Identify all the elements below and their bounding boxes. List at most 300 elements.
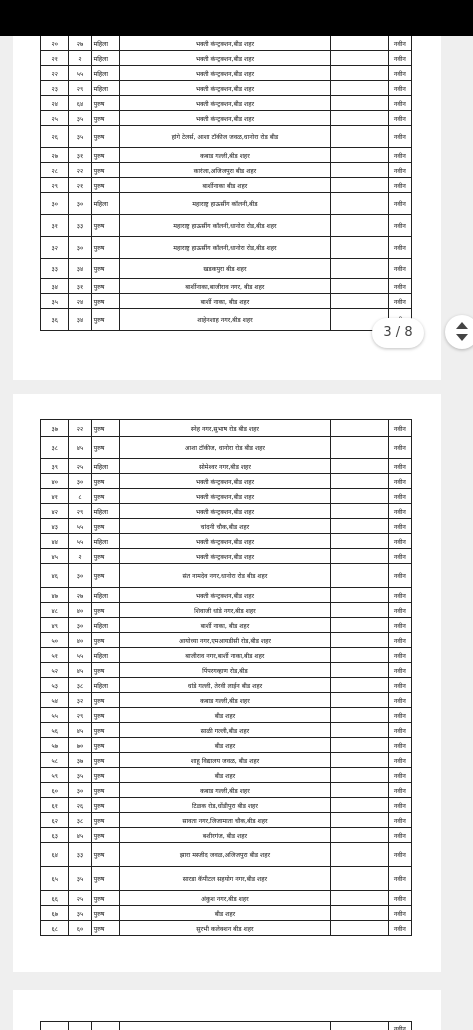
age-cell: ४० <box>69 633 91 648</box>
table-row <box>41 1022 412 1030</box>
age-cell: ३० <box>69 618 91 633</box>
gender-cell: पुरुष <box>91 663 119 678</box>
age-cell: ४० <box>69 603 91 618</box>
address-cell: साळी गल्ली,बीड शहर <box>120 723 331 738</box>
gender-cell: पुरुष <box>91 723 119 738</box>
gender-cell: पुरुष <box>91 843 119 867</box>
address-cell: बीड शहर <box>120 738 331 753</box>
serial-number-cell <box>41 1022 69 1030</box>
page-scroll-button[interactable] <box>445 315 473 349</box>
serial-number-cell: ६० <box>41 783 69 798</box>
serial-number-cell: ५२ <box>41 663 69 678</box>
age-cell: २ <box>69 51 91 66</box>
address-cell: बार्शी नाका, बीड शहर <box>120 294 331 309</box>
status-cell: नवीन <box>388 663 411 678</box>
table-row <box>41 489 412 504</box>
address-cell: बार्शी नाका, बीड शहर <box>120 618 331 633</box>
address-cell: बार्शीनाका,बाजीराव नगर, बीड शहर <box>120 279 331 294</box>
gender-cell: पुरुष <box>91 437 119 459</box>
age-cell: २५ <box>69 459 91 474</box>
address-cell: भक्ती कंन्ट्रक्शन,बीड शहर <box>120 474 331 489</box>
patient-table-page-5 <box>40 1021 412 1030</box>
serial-number-cell: ४८ <box>41 603 69 618</box>
age-cell: ४५ <box>69 723 91 738</box>
status-cell: नवीन <box>388 564 411 588</box>
gender-cell: पुरुष <box>91 111 119 126</box>
table-row <box>41 193 412 215</box>
age-cell: २२ <box>69 420 91 437</box>
serial-number-cell: २९ <box>41 178 69 193</box>
table-row <box>41 798 412 813</box>
gender-cell: महिला <box>91 678 119 693</box>
status-cell: नवीन <box>388 648 411 663</box>
address-cell: भक्ती कंन्ट्रक्शन,बीड शहर <box>120 111 331 126</box>
blank-cell <box>330 437 388 459</box>
status-cell: नवीन <box>388 618 411 633</box>
serial-number-cell: ५३ <box>41 678 69 693</box>
address-cell: आशा टॉकीज, धानोरा रोड बीड शहर <box>120 437 331 459</box>
blank-cell <box>330 828 388 843</box>
gender-cell: पुरुष <box>91 420 119 437</box>
table-row <box>41 459 412 474</box>
table-row <box>41 420 412 437</box>
blank-cell <box>330 148 388 163</box>
gender-cell: पुरुष <box>91 215 119 237</box>
table-row <box>41 678 412 693</box>
blank-cell <box>330 534 388 549</box>
table-row <box>41 549 412 564</box>
serial-number-cell: २० <box>41 36 69 51</box>
address-cell: भक्ती कंन्ट्रक्शन,बीड शहर <box>120 549 331 564</box>
gender-cell: महिला <box>91 504 119 519</box>
blank-cell <box>330 193 388 215</box>
address-cell: महाराष्ट्र हाऊसींग कॉलनी,धानोरा रोड,बीड शहर <box>120 237 331 259</box>
table-row <box>41 783 412 798</box>
status-cell: नवीन <box>388 504 411 519</box>
address-cell: झारा मस्जीद जवळ,अजिजपुरा बीड शहर <box>120 843 331 867</box>
status-bar <box>0 0 473 36</box>
status-cell: नवीन <box>388 459 411 474</box>
address-cell: अंकुश नगर,बीड शहर <box>120 891 331 906</box>
address-cell: बार्शीनाका बीड शहर <box>120 178 331 193</box>
age-cell: ३० <box>69 474 91 489</box>
blank-cell <box>330 178 388 193</box>
age-cell: ३१ <box>69 148 91 163</box>
status-cell: नवीन <box>388 633 411 648</box>
age-cell: २५ <box>69 891 91 906</box>
address-cell: कबाड गल्ली,बीड शहर <box>120 693 331 708</box>
blank-cell <box>330 259 388 279</box>
address-cell: बशीरगंज, बीड शहर <box>120 828 331 843</box>
gender-cell: महिला <box>91 36 119 51</box>
address-cell: भक्ती कंन्ट्रक्शन,बीड शहर <box>120 81 331 96</box>
address-cell: बाजीराव नगर,बार्शी नाका,बीड शहर <box>120 648 331 663</box>
gender-cell: पुरुष <box>91 519 119 534</box>
age-cell: ३५ <box>69 126 91 148</box>
address-cell: खडकपुरा बीड शहर <box>120 259 331 279</box>
blank-cell <box>330 504 388 519</box>
gender-cell: पुरुष <box>91 921 119 936</box>
serial-number-cell: ५९ <box>41 768 69 783</box>
blank-cell <box>330 678 388 693</box>
gender-cell: महिला <box>91 588 119 603</box>
table-row <box>41 867 412 891</box>
serial-number-cell: ३० <box>41 193 69 215</box>
address-cell: भक्ती कंन्ट्रक्शन,बीड शहर <box>120 534 331 549</box>
blank-cell <box>330 420 388 437</box>
address-cell: कबाड गल्ली,बीड शहर <box>120 783 331 798</box>
blank-cell <box>330 489 388 504</box>
age-cell: ६० <box>69 921 91 936</box>
table-row <box>41 618 412 633</box>
blank-cell <box>330 215 388 237</box>
status-cell: नवीन <box>388 126 411 148</box>
status-cell: नवीन <box>388 148 411 163</box>
status-cell: नवीन <box>388 534 411 549</box>
table-row <box>41 279 412 294</box>
blank-cell <box>330 867 388 891</box>
gender-cell: पुरुष <box>91 891 119 906</box>
table-row <box>41 294 412 309</box>
age-cell: ३५ <box>69 768 91 783</box>
address-cell: भक्ती कंन्ट्रक्शन,बीड शहर <box>120 588 331 603</box>
blank-cell <box>330 519 388 534</box>
age-cell <box>69 1022 91 1030</box>
blank-cell <box>330 603 388 618</box>
serial-number-cell: ६८ <box>41 921 69 936</box>
gender-cell: पुरुष <box>91 549 119 564</box>
blank-cell <box>330 474 388 489</box>
age-cell: ३० <box>69 193 91 215</box>
age-cell: ४५ <box>69 663 91 678</box>
blank-cell <box>330 294 388 309</box>
age-cell: २७ <box>69 588 91 603</box>
serial-number-cell: ३३ <box>41 259 69 279</box>
blank-cell <box>330 163 388 178</box>
table-row <box>41 111 412 126</box>
gender-cell: महिला <box>91 459 119 474</box>
gender-cell: पुरुष <box>91 474 119 489</box>
table-row <box>41 828 412 843</box>
gender-cell: पुरुष <box>91 294 119 309</box>
status-cell: नवीन <box>388 768 411 783</box>
status-cell: नवीन <box>388 81 411 96</box>
status-cell: नवीन <box>388 798 411 813</box>
status-cell: नवीन <box>388 474 411 489</box>
serial-number-cell: २५ <box>41 111 69 126</box>
gender-cell <box>91 1022 119 1030</box>
status-cell: नवीन <box>388 603 411 618</box>
address-cell: आयोध्या नगर,एमआयडीसी रोड,बीड शहर <box>120 633 331 648</box>
table-row <box>41 437 412 459</box>
gender-cell: पुरुष <box>91 768 119 783</box>
age-cell: ३२ <box>69 693 91 708</box>
serial-number-cell: ५७ <box>41 738 69 753</box>
gender-cell: महिला <box>91 534 119 549</box>
gender-cell: पुरुष <box>91 738 119 753</box>
status-cell: नवीन <box>388 708 411 723</box>
serial-number-cell: २३ <box>41 81 69 96</box>
table-row <box>41 534 412 549</box>
table-row <box>41 66 412 81</box>
gender-cell: पुरुष <box>91 564 119 588</box>
age-cell: २९ <box>69 81 91 96</box>
status-cell: नवीन <box>388 1022 411 1030</box>
serial-number-cell: २४ <box>41 96 69 111</box>
age-cell: ५५ <box>69 534 91 549</box>
serial-number-cell: २१ <box>41 51 69 66</box>
serial-number-cell: ३१ <box>41 215 69 237</box>
address-cell: शिवाजी धांडे नगर,बीड शहर <box>120 603 331 618</box>
table-row <box>41 633 412 648</box>
blank-cell <box>330 633 388 648</box>
age-cell: ५५ <box>69 519 91 534</box>
blank-cell <box>330 648 388 663</box>
age-cell: २६ <box>69 798 91 813</box>
status-cell: नवीन <box>388 693 411 708</box>
table-row <box>41 603 412 618</box>
table-row <box>41 906 412 921</box>
gender-cell: पुरुष <box>91 798 119 813</box>
gender-cell: पुरुष <box>91 96 119 111</box>
blank-cell <box>330 126 388 148</box>
status-cell: नवीन <box>388 193 411 215</box>
age-cell: ३८ <box>69 813 91 828</box>
table-row <box>41 237 412 259</box>
blank-cell <box>330 723 388 738</box>
address-cell: शाहू विद्यालय जवळ, बीड शहर <box>120 753 331 768</box>
serial-number-cell: ३८ <box>41 437 69 459</box>
blank-cell <box>330 921 388 936</box>
table-row <box>41 36 412 51</box>
status-cell: नवीन <box>388 906 411 921</box>
serial-number-cell: ४० <box>41 474 69 489</box>
blank-cell <box>330 693 388 708</box>
status-cell: नवीन <box>388 738 411 753</box>
blank-cell <box>330 798 388 813</box>
blank-cell <box>330 96 388 111</box>
gender-cell: पुरुष <box>91 813 119 828</box>
serial-number-cell: ६१ <box>41 798 69 813</box>
table-row <box>41 309 412 331</box>
address-cell: भक्ती कंन्ट्रक्शन,बीड शहर <box>120 96 331 111</box>
status-cell: नवीन <box>388 753 411 768</box>
gender-cell: पुरुष <box>91 237 119 259</box>
gender-cell: पुरुष <box>91 867 119 891</box>
blank-cell <box>330 51 388 66</box>
blank-cell <box>330 843 388 867</box>
gender-cell: महिला <box>91 66 119 81</box>
status-cell: नवीन <box>388 549 411 564</box>
address-cell: भक्ती कंन्ट्रक्शन,बीड शहर <box>120 489 331 504</box>
blank-cell <box>330 738 388 753</box>
address-cell: पिंपरगव्हाण रोड,बीड <box>120 663 331 678</box>
serial-number-cell: ३६ <box>41 309 69 331</box>
serial-number-cell: ५५ <box>41 708 69 723</box>
table-row <box>41 588 412 603</box>
status-cell: नवीन <box>388 36 411 51</box>
serial-number-cell: ४१ <box>41 489 69 504</box>
gender-cell: पुरुष <box>91 753 119 768</box>
age-cell: ४५ <box>69 437 91 459</box>
address-cell: सारडा कॅपीटल सहयोग नगर,बीड शहर <box>120 867 331 891</box>
age-cell: २२ <box>69 163 91 178</box>
status-cell: नवीन <box>388 294 411 309</box>
age-cell: ४५ <box>69 828 91 843</box>
status-cell: नवीन <box>388 828 411 843</box>
serial-number-cell: ४४ <box>41 534 69 549</box>
blank-cell <box>330 753 388 768</box>
table-row <box>41 259 412 279</box>
table-row <box>41 163 412 178</box>
blank-cell <box>330 81 388 96</box>
status-cell: नवीन <box>388 237 411 259</box>
status-cell: नवीन <box>388 437 411 459</box>
age-cell: ३४ <box>69 259 91 279</box>
blank-cell <box>330 768 388 783</box>
age-cell: ७० <box>69 738 91 753</box>
age-cell: ५५ <box>69 66 91 81</box>
status-cell: नवीन <box>388 678 411 693</box>
status-cell: नवीन <box>388 66 411 81</box>
blank-cell <box>330 588 388 603</box>
address-cell: बीड शहर <box>120 906 331 921</box>
serial-number-cell: २८ <box>41 163 69 178</box>
gender-cell: पुरुष <box>91 783 119 798</box>
age-cell: ८ <box>69 489 91 504</box>
table-row <box>41 474 412 489</box>
gender-cell: पुरुष <box>91 126 119 148</box>
age-cell: ३१ <box>69 279 91 294</box>
table-row <box>41 178 412 193</box>
page-indicator: 3 / 8 <box>372 318 424 348</box>
blank-cell <box>330 663 388 678</box>
address-cell: सावता नगर,जिजामाता चौक,बीड शहर <box>120 813 331 828</box>
serial-number-cell: ६२ <box>41 813 69 828</box>
status-cell: नवीन <box>388 813 411 828</box>
blank-cell <box>330 618 388 633</box>
status-cell: नवीन <box>388 215 411 237</box>
blank-cell <box>330 1022 388 1030</box>
table-row <box>41 81 412 96</box>
gender-cell: महिला <box>91 81 119 96</box>
serial-number-cell: ५६ <box>41 723 69 738</box>
address-cell: कबाड गल्ली,बीड शहर <box>120 148 331 163</box>
chevron-down-icon[interactable] <box>456 334 468 341</box>
table-row <box>41 768 412 783</box>
age-cell: ६४ <box>69 96 91 111</box>
serial-number-cell: ६७ <box>41 906 69 921</box>
table-row <box>41 891 412 906</box>
gender-cell: पुरुष <box>91 603 119 618</box>
table-row <box>41 648 412 663</box>
blank-cell <box>330 891 388 906</box>
address-cell: महाराष्ट्र हाऊसींग कॉलनी,बीड <box>120 193 331 215</box>
serial-number-cell: ५० <box>41 633 69 648</box>
status-cell: नवीन <box>388 588 411 603</box>
age-cell: २९ <box>69 504 91 519</box>
age-cell: ३८ <box>69 678 91 693</box>
table-row <box>41 753 412 768</box>
age-cell: २ <box>69 549 91 564</box>
address-cell: टिळक रोड,धोंडीपुरा बीड शहर <box>120 798 331 813</box>
table-row <box>41 723 412 738</box>
table-row <box>41 148 412 163</box>
table-row <box>41 215 412 237</box>
table-row <box>41 564 412 588</box>
serial-number-cell: ५४ <box>41 693 69 708</box>
gender-cell: पुरुष <box>91 163 119 178</box>
address-cell: भक्ती कंन्ट्रक्शन,बीड शहर <box>120 504 331 519</box>
chevron-up-icon[interactable] <box>456 322 468 329</box>
address-cell: हांगे टेलर्स, आशा टॉकीज जवळ,धानोरा रोड बीड <box>120 126 331 148</box>
table-row <box>41 663 412 678</box>
status-cell: नवीन <box>388 519 411 534</box>
age-cell: ३५ <box>69 906 91 921</box>
blank-cell <box>330 111 388 126</box>
serial-number-cell: ४३ <box>41 519 69 534</box>
gender-cell: पुरुष <box>91 279 119 294</box>
age-cell: ३३ <box>69 215 91 237</box>
table-row <box>41 51 412 66</box>
blank-cell <box>330 237 388 259</box>
age-cell: ३५ <box>69 111 91 126</box>
status-cell: नवीन <box>388 420 411 437</box>
serial-number-cell: ३४ <box>41 279 69 294</box>
gender-cell: पुरुष <box>91 693 119 708</box>
serial-number-cell: ३५ <box>41 294 69 309</box>
serial-number-cell: ३२ <box>41 237 69 259</box>
address-cell: चांदनी चौक,बीड शहर <box>120 519 331 534</box>
gender-cell: महिला <box>91 618 119 633</box>
serial-number-cell: ४२ <box>41 504 69 519</box>
serial-number-cell: ४९ <box>41 618 69 633</box>
gender-cell: पुरुष <box>91 489 119 504</box>
table-row <box>41 693 412 708</box>
patient-table-page-4 <box>40 419 412 936</box>
serial-number-cell: २७ <box>41 148 69 163</box>
status-cell: नवीन <box>388 51 411 66</box>
age-cell: ३० <box>69 783 91 798</box>
age-cell: ५५ <box>69 648 91 663</box>
gender-cell: पुरुष <box>91 259 119 279</box>
age-cell: ३५ <box>69 867 91 891</box>
address-cell: संत नामदेव नगर,धानोरा रोड बीड शहर <box>120 564 331 588</box>
table-row <box>41 921 412 936</box>
age-cell: २९ <box>69 708 91 723</box>
age-cell: ३४ <box>69 309 91 331</box>
age-cell: ३० <box>69 564 91 588</box>
serial-number-cell: ६५ <box>41 867 69 891</box>
status-cell: नवीन <box>388 489 411 504</box>
serial-number-cell: ३७ <box>41 420 69 437</box>
address-cell: सोमेश्वर नगर,बीड शहर <box>120 459 331 474</box>
gender-cell: पुरुष <box>91 708 119 723</box>
blank-cell <box>330 813 388 828</box>
status-cell: नवीन <box>388 96 411 111</box>
serial-number-cell: २६ <box>41 126 69 148</box>
serial-number-cell: ४५ <box>41 549 69 564</box>
address-cell: बीड शहर <box>120 708 331 723</box>
serial-number-cell: ५१ <box>41 648 69 663</box>
blank-cell <box>330 708 388 723</box>
status-cell: नवीन <box>388 921 411 936</box>
serial-number-cell: २२ <box>41 66 69 81</box>
age-cell: ३७ <box>69 753 91 768</box>
address-cell: धांडे गल्ली, तेरवी लाईन बीड शहर <box>120 678 331 693</box>
gender-cell: पुरुष <box>91 148 119 163</box>
address-cell: भक्ती कंन्ट्रक्शन,बीड शहर <box>120 66 331 81</box>
